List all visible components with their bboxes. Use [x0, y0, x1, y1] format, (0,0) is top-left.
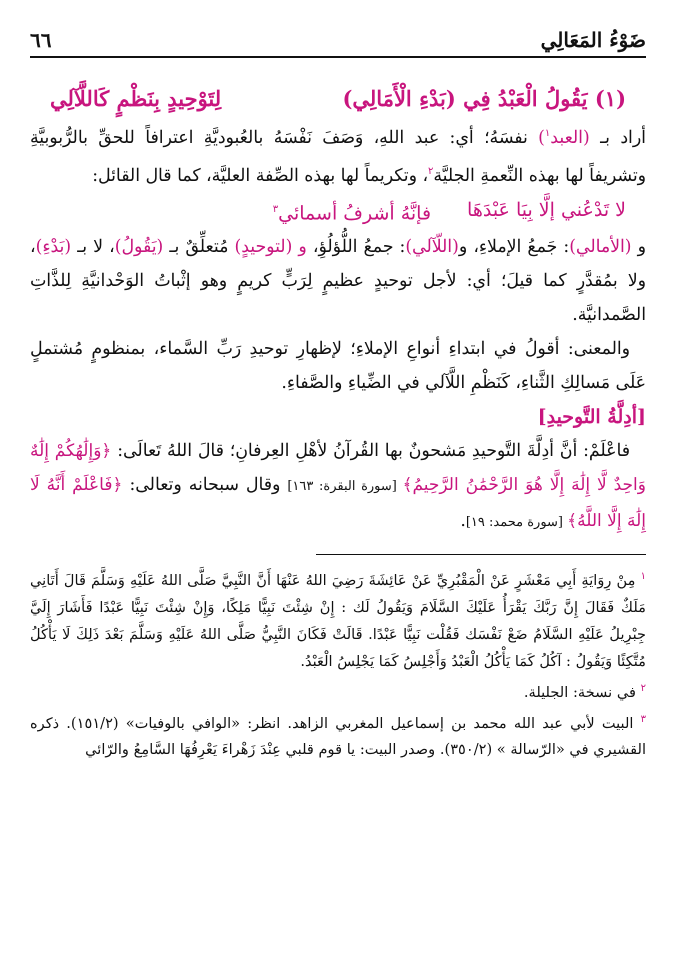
highlighted-term: (العبد	[550, 127, 590, 148]
highlighted-term: (بَدْءِ)	[35, 236, 72, 257]
footnote-text: مِنْ رِوَايَةِ أَبِي مَعْشَرٍ عَنْ الْمَقْبُرِيِّ عَنْ عَائِشَةَ رَضِيَ اللهُ عَنْهَا أَنَّ النَّبِيَّ صَلَّى اللهُ عَلَيْهِ وَسَلَّمَ قَالَ أَتَانِي مَلَكٌ فَقَالَ إِنَّ رَبَّكَ يَقْرَأُ عَلَيْكَ السَّلَامَ وَيَقُولُ لَك : إِنْ شِئْتَ نَبِيًّا مَلِكًا، وَإِنْ شِئْتَ نَبِيًّا عَبْدًا فَأَشَارَ إِلَيَّ جِبْرِيلُ عَلَيْهِ السَّلَامُ ضَعْ نَفْسَك فَقُلْت نَبِيًّا عَبْدًا. قَالَتْ فَكَانَ النَّبِيُّ صَلَّى اللهُ عَلَيْهِ وَسَلَّمَ بَعْدَ ذَلِكَ لَا يَأْكُلُ مُتَّكِئًا وَيَقُولُ : آكُلُ كَمَا يَأْكُلُ الْعَبْدُ وَأَجْلِسُ كَمَا يَجْلِسُ الْعَبْدُ.	[30, 571, 646, 670]
text: ، ولا بمُقدَّرٍ كما قيلَ؛ أي: لأجل توحيدٍ عظيمٍ لِرَبٍّ كريمٍ وهو إثْباتُ الوَحْدانيَّةِ لِلذَّاتِ الصَّمدانيَّة.	[30, 236, 646, 325]
text: .	[460, 510, 466, 531]
footnote-number: ٣	[640, 713, 646, 725]
paragraph-1	[30, 117, 646, 193]
footnote-ref: ١	[544, 128, 551, 139]
footnote-separator	[316, 554, 646, 555]
verse-reference: [سورة محمد: ١٩]	[465, 514, 568, 530]
footnote-ref: ٣	[272, 203, 279, 215]
section-heading: [أدِلَّةُ التَّوحيدِ]	[537, 405, 646, 428]
text: ، لا بـ	[71, 236, 115, 257]
highlighted-term: (يَقُولُ)	[114, 236, 164, 257]
poem-first-hemistich: لا تَدْعُني إلَّا بِيَا عَبْدَهَا	[467, 198, 626, 221]
verse-first-hemistich: (١) يَقُولُ الْعَبْدُ فِي (بَدْءِ الْأَمَالِي)	[342, 86, 626, 111]
footnote-3	[30, 706, 646, 764]
page-number: ٦٦	[30, 28, 52, 52]
footnote-text: البيت لأبي عبد الله محمد بن إسماعيل المغربي الزاهد. انظر: «الوافي بالوفيات» (١٥١/٢). ذكره القشيري في «الرّسالة » (٣٥٠/٢). وصدر البيت: يا قوم قلبي عِنْدَ زَهْراءَ يَعْرِفُهَا السَّامِعُ والرّائي	[30, 714, 646, 759]
text: فإنَّهُ أشرفُ أسمائي	[278, 201, 432, 224]
footnote-ref: ٢	[428, 165, 434, 177]
paragraph-4	[30, 434, 646, 540]
text: أراد بـ	[589, 127, 646, 148]
verse-reference: [سورة البقرة: ١٦٣]	[287, 478, 403, 494]
quran-verse: ﴿وَإِلَٰهُكُمْ إِلَٰهٌ وَاحِدٌ لَّا إِلَٰهَ إِلَّا هُوَ الرَّحْمَٰنُ الرَّحِيمُ﴾	[30, 440, 646, 495]
text: وقال سبحانه وتعالى:	[122, 474, 288, 495]
paragraph-3: والمعنى: أقولُ في ابتداءِ أنواعِ الإملاءِ؛ لإظهارِ توحيدِ رَبِّ السَّماء، بمنظومٍ مُشتملٍ عَلَى مَسالِكِ الثَّناءِ، كَنَظْمِ اللَّآلي في الضِّياءِ والصَّفاءِ.	[30, 338, 646, 393]
text: و	[631, 236, 646, 257]
highlighted-term: (الأمالي)	[569, 236, 632, 257]
poem-line	[30, 193, 646, 230]
running-header	[30, 18, 646, 52]
paragraph-2	[30, 230, 646, 332]
text: مُتعلِّقٌ بـ	[163, 236, 235, 257]
verse-line	[30, 86, 646, 111]
text: فاعْلَمْ: أنَّ أدِلَّةَ التَّوحيدِ مَشحونٌ بها القُرآنُ لأهْلِ العِرفانِ؛ قالَ اللهُ تَعالَى:	[111, 440, 630, 461]
text: : جمعُ اللُّؤلُؤِ،	[306, 236, 406, 257]
quran-verse: ﴿فَاعْلَمْ أَنَّهُ لَا إِلَٰهَ إِلَّا اللَّهُ﴾	[30, 474, 646, 531]
text: نفسَهُ؛ أي: عبد اللهِ، وَصَفَ نَفْسَهُ بالعُبوديَّةِ اعترافاً للحقِّ بالرُّبوبيَّةِ وتشريفاً لها بهذه النِّعمةِ الجليَّة	[30, 127, 646, 186]
text: ، وتكريماً لها بهذه الصِّفة العليَّة، كما قال القائل:	[92, 165, 429, 186]
footnote-number: ٢	[640, 682, 646, 694]
footnote-2	[30, 675, 646, 706]
text: : جَمعُ الإملاءِ، و	[458, 236, 570, 257]
highlighted-term: و (لتوحيدٍ)	[234, 236, 307, 257]
footnote-1	[30, 563, 646, 675]
verse-second-hemistich: لِتَوْحِيدٍ بِنَظْمٍ كَاللَّآلِي	[50, 86, 222, 111]
header-rule	[30, 56, 646, 58]
highlighted-term: )	[538, 127, 545, 148]
footnote-number: ١	[640, 570, 646, 582]
footnote-text: في نسخة: الجليلة.	[523, 683, 636, 701]
highlighted-term: (اللّآلي)	[405, 236, 459, 257]
book-title: ضَوْءُ المَعَالِي	[540, 28, 646, 52]
poem-second-hemistich	[273, 193, 431, 230]
